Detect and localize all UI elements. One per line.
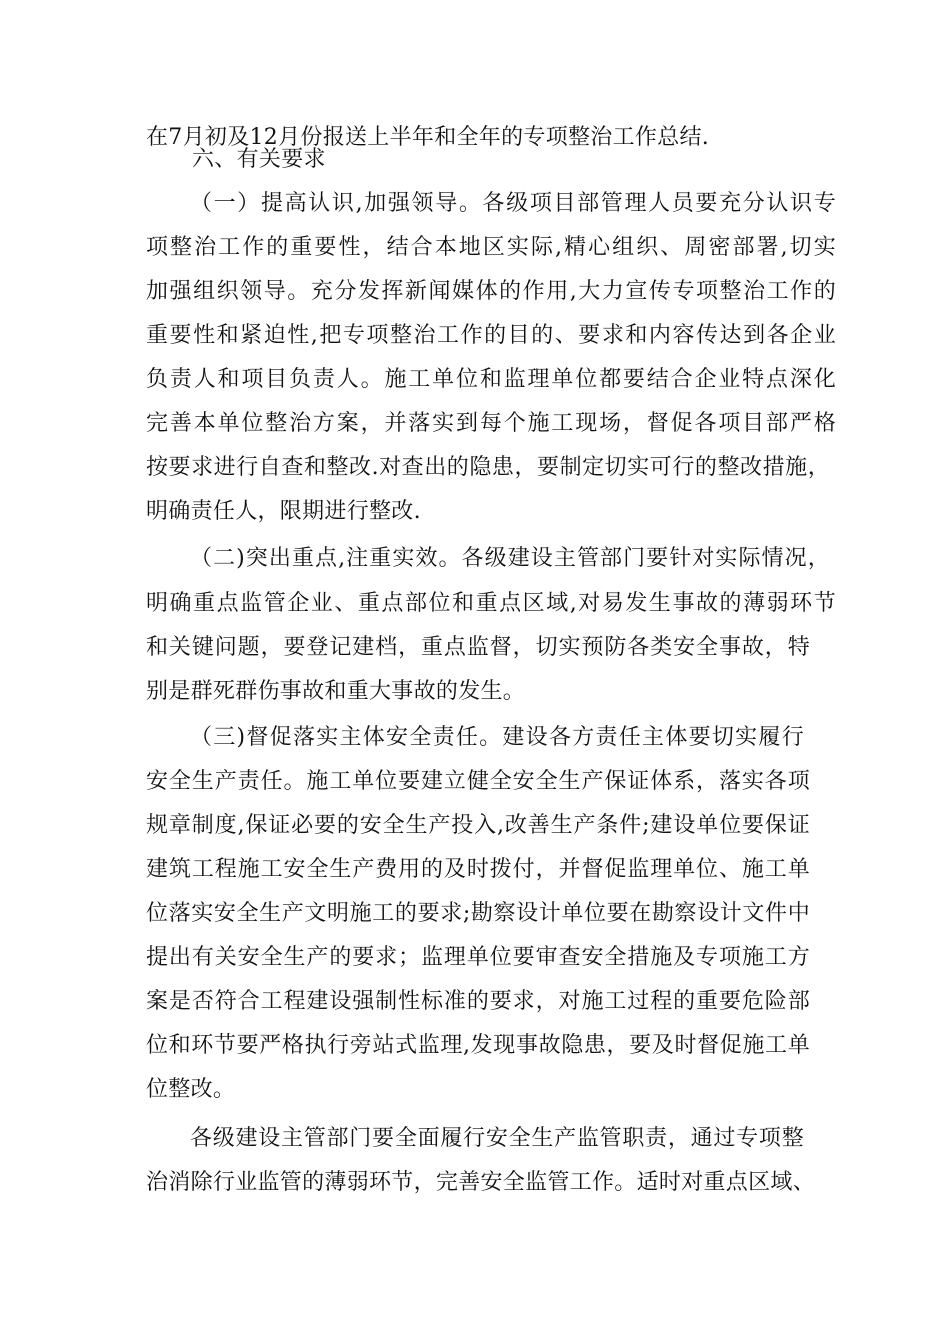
paragraph-1-line-2: 项整治工作的重要性，结合本地区实际,精心组织、周密部署,切实 [146,235,836,260]
paragraph-1-line-8: 明确责任人，限期进行整改. [146,499,421,524]
paragraph-4-line-1: 各级建设主管部门要全面履行安全生产监管职责，通过专项整 [190,1126,804,1151]
paragraph-1-line-6: 完善本单位整治方案，并落实到每个施工现场，督促各项目部严格 [146,411,836,436]
paragraph-2-line-1: （二)突出重点,注重实效。各级建设主管部门要针对实际情况， [190,546,830,571]
section-heading-requirements: 六、有关要求 [192,147,326,172]
paragraph-2-line-2: 明确重点监管企业、重点部位和重点区域,对易发生事故的薄弱环节 [146,591,836,616]
paragraph-3-line-3: 规章制度,保证必要的安全生产投入,改善生产条件;建设单位要保证 [146,813,810,838]
paragraph-1-line-7: 按要求进行自查和整改.对查出的隐患，要制定切实可行的整改措施， [146,455,830,480]
paragraph-1-line-4: 重要性和紧迫性,把专项整治工作的目的、要求和内容传达到各企业 [146,323,836,348]
paragraph-3-line-8: 位和环节要严格执行旁站式监理,发现事故隐患，要及时督促施工单 [146,1033,810,1058]
paragraph-4-line-2: 治消除行业监管的薄弱环节，完善安全监管工作。适时对重点区域、 [146,1170,816,1195]
paragraph-1-line-3: 加强组织领导。充分发挥新闻媒体的作用,大力宣传专项整治工作的 [146,279,836,304]
paragraph-3-line-2: 安全生产责任。施工单位要建立健全安全生产保证体系，落实各项 [146,769,810,794]
text-line-1: 在7月初及12月份报送上半年和全年的专项整治工作总结. [146,125,710,150]
paragraph-2-line-3: 和关键问题，要登记建档，重点监督，切实预防各类安全事故，特 [146,635,810,660]
paragraph-3-line-7: 案是否符合工程建设强制性标准的要求，对施工过程的重要危险部 [146,989,810,1014]
paragraph-1-line-5: 负责人和项目负责人。施工单位和监理单位都要结合企业特点深化 [146,367,836,392]
paragraph-3-line-1: （三)督促落实主体安全责任。建设各方责任主体要切实履行 [190,725,804,750]
paragraph-3-line-4: 建筑工程施工安全生产费用的及时拨付，并督促监理单位、施工单 [146,857,810,882]
paragraph-3-line-6: 提出有关安全生产的要求；监理单位要审查安全措施及专项施工方 [146,945,810,970]
paragraph-1-line-1: （一）提高认识,加强领导。各级项目部管理人员要充分认识专 [190,191,836,216]
paragraph-3-line-9: 位整改。 [146,1077,236,1102]
paragraph-3-line-5: 位落实安全生产文明施工的要求;勘察设计单位要在勘察设计文件中 [146,901,810,926]
paragraph-2-line-4: 别是群死群伤事故和重大事故的发生。 [146,679,526,704]
